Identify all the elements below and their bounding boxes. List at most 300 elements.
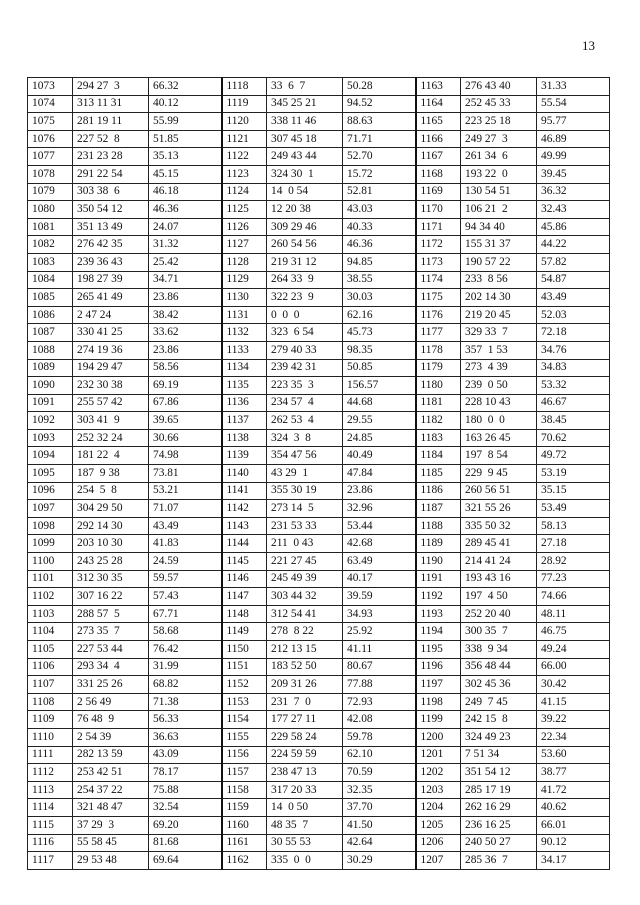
point-number-cell: 1083 [28,253,73,271]
point-number-cell: 1136 [222,394,267,412]
distance-cell: 78.17 [149,764,222,782]
point-number-cell: 1167 [416,148,461,166]
table-row [28,324,610,342]
point-number-cell: 1202 [416,764,461,782]
distance-cell: 52.81 [343,183,416,201]
point-number-cell: 1110 [28,728,73,746]
bearing-cell: 231 23 28 [73,148,149,166]
bearing-cell: 238 47 13 [267,764,343,782]
distance-cell: 30.29 [343,852,416,870]
table-row [28,306,610,324]
point-number-cell: 1153 [222,693,267,711]
bearing-cell: 260 56 51 [461,482,537,500]
point-number-cell: 1205 [416,816,461,834]
point-number-cell: 1192 [416,588,461,606]
distance-cell: 53.19 [537,465,610,483]
distance-cell: 34.83 [537,359,610,377]
distance-cell: 53.44 [343,517,416,535]
distance-cell: 46.89 [537,130,610,148]
point-number-cell: 1134 [222,359,267,377]
distance-cell: 69.64 [149,852,222,870]
bearing-cell: 252 20 40 [461,605,537,623]
distance-cell: 51.85 [149,130,222,148]
distance-cell: 73.81 [149,465,222,483]
point-number-cell: 1094 [28,447,73,465]
point-number-cell: 1098 [28,517,73,535]
point-number-cell: 1170 [416,201,461,219]
distance-cell: 56.33 [149,711,222,729]
bearing-cell: 300 35 7 [461,623,537,641]
bearing-cell: 202 14 30 [461,289,537,307]
point-number-cell: 1178 [416,341,461,359]
bearing-cell: 209 31 26 [267,676,343,694]
point-number-cell: 1203 [416,781,461,799]
point-number-cell: 1111 [28,746,73,764]
bearing-cell: 252 45 33 [461,95,537,113]
table-row [28,95,610,113]
bearing-cell: 313 11 31 [73,95,149,113]
bearing-cell: 236 16 25 [461,816,537,834]
bearing-cell: 304 29 50 [73,500,149,518]
distance-cell: 23.86 [343,482,416,500]
table-row [28,535,610,553]
point-number-cell: 1107 [28,676,73,694]
bearing-cell: 183 52 50 [267,658,343,676]
distance-cell: 57.43 [149,588,222,606]
point-number-cell: 1187 [416,500,461,518]
point-number-cell: 1116 [28,834,73,852]
point-number-cell: 1122 [222,148,267,166]
bearing-cell: 249 27 3 [461,130,537,148]
distance-cell: 39.45 [537,165,610,183]
bearing-cell: 281 19 11 [73,113,149,131]
point-number-cell: 1073 [28,78,73,96]
distance-cell: 67.71 [149,605,222,623]
bearing-cell: 239 36 43 [73,253,149,271]
bearing-cell: 106 21 2 [461,201,537,219]
distance-cell: 62.10 [343,746,416,764]
bearing-cell: 253 42 51 [73,764,149,782]
bearing-cell: 288 57 5 [73,605,149,623]
bearing-cell: 223 35 3 [267,377,343,395]
bearing-cell: 223 25 18 [461,113,537,131]
point-number-cell: 1163 [416,78,461,96]
table-row [28,236,610,254]
distance-cell: 81.68 [149,834,222,852]
distance-cell: 35.13 [149,148,222,166]
point-number-cell: 1152 [222,676,267,694]
bearing-cell: 312 54 41 [267,605,343,623]
point-number-cell: 1129 [222,271,267,289]
bearing-cell: 197 4 50 [461,588,537,606]
distance-cell: 30.03 [343,289,416,307]
distance-cell: 66.00 [537,658,610,676]
table-row [28,781,610,799]
bearing-cell: 227 52 8 [73,130,149,148]
bearing-cell: 278 8 22 [267,623,343,641]
distance-cell: 88.63 [343,113,416,131]
distance-cell: 40.62 [537,799,610,817]
distance-cell: 30.66 [149,429,222,447]
point-number-cell: 1181 [416,394,461,412]
point-number-cell: 1125 [222,201,267,219]
point-number-cell: 1080 [28,201,73,219]
point-number-cell: 1176 [416,306,461,324]
distance-cell: 46.36 [343,236,416,254]
bearing-cell: 224 59 59 [267,746,343,764]
bearing-cell: 351 54 12 [461,764,537,782]
point-number-cell: 1168 [416,165,461,183]
point-number-cell: 1166 [416,130,461,148]
point-number-cell: 1207 [416,852,461,870]
distance-cell: 45.86 [537,218,610,236]
bearing-cell: 229 58 24 [267,728,343,746]
bearing-cell: 355 30 19 [267,482,343,500]
distance-cell: 55.54 [537,95,610,113]
point-number-cell: 1097 [28,500,73,518]
bearing-cell: 338 9 34 [461,641,537,659]
distance-cell: 30.42 [537,676,610,694]
distance-cell: 98.35 [343,341,416,359]
bearing-cell: 30 55 53 [267,834,343,852]
distance-cell: 36.63 [149,728,222,746]
point-number-cell: 1157 [222,764,267,782]
bearing-cell: 197 8 54 [461,447,537,465]
point-number-cell: 1201 [416,746,461,764]
bearing-cell: 285 36 7 [461,852,537,870]
point-number-cell: 1075 [28,113,73,131]
distance-cell: 95.77 [537,113,610,131]
distance-cell: 52.70 [343,148,416,166]
point-number-cell: 1190 [416,553,461,571]
distance-cell: 90.12 [537,834,610,852]
bearing-cell: 2 47 24 [73,306,149,324]
distance-cell: 52.03 [537,306,610,324]
point-number-cell: 1074 [28,95,73,113]
distance-cell: 27.18 [537,535,610,553]
distance-cell: 46.67 [537,394,610,412]
point-number-cell: 1142 [222,500,267,518]
table-row [28,253,610,271]
bearing-cell: 181 22 4 [73,447,149,465]
distance-cell: 58.13 [537,517,610,535]
bearing-cell: 350 54 12 [73,201,149,219]
distance-cell: 38.42 [149,306,222,324]
bearing-cell: 37 29 3 [73,816,149,834]
bearing-cell: 289 45 41 [461,535,537,553]
point-number-cell: 1101 [28,570,73,588]
distance-cell: 46.36 [149,201,222,219]
table-row [28,570,610,588]
bearing-cell: 321 48 47 [73,799,149,817]
point-number-cell: 1164 [416,95,461,113]
bearing-cell: 239 0 50 [461,377,537,395]
bearing-cell: 262 16 29 [461,799,537,817]
distance-cell: 58.68 [149,623,222,641]
distance-cell: 34.71 [149,271,222,289]
distance-cell: 70.59 [343,764,416,782]
point-number-cell: 1082 [28,236,73,254]
bearing-cell: 187 9 38 [73,465,149,483]
bearing-cell: 228 10 43 [461,394,537,412]
distance-cell: 71.07 [149,500,222,518]
distance-cell: 32.35 [343,781,416,799]
bearing-cell: 276 42 35 [73,236,149,254]
point-number-cell: 1197 [416,676,461,694]
distance-cell: 31.33 [537,78,610,96]
table-body [28,78,610,870]
bearing-cell: 219 31 12 [267,253,343,271]
bearing-cell: 76 48 9 [73,711,149,729]
distance-cell: 50.85 [343,359,416,377]
point-number-cell: 1085 [28,289,73,307]
bearing-cell: 324 3 8 [267,429,343,447]
point-number-cell: 1091 [28,394,73,412]
table-row [28,517,610,535]
bearing-cell: 214 41 24 [461,553,537,571]
distance-cell: 66.32 [149,78,222,96]
distance-cell: 24.59 [149,553,222,571]
point-number-cell: 1199 [416,711,461,729]
bearing-cell: 198 27 39 [73,271,149,289]
bearing-cell: 338 11 46 [267,113,343,131]
bearing-cell: 219 20 45 [461,306,537,324]
bearing-cell: 221 27 45 [267,553,343,571]
bearing-cell: 194 29 47 [73,359,149,377]
distance-cell: 40.17 [343,570,416,588]
distance-cell: 31.99 [149,658,222,676]
table-row [28,465,610,483]
survey-table [27,77,610,870]
bearing-cell: 255 57 42 [73,394,149,412]
bearing-cell: 324 49 23 [461,728,537,746]
table-row [28,588,610,606]
table-row [28,799,610,817]
point-number-cell: 1115 [28,816,73,834]
bearing-cell: 291 22 54 [73,165,149,183]
table-row [28,183,610,201]
bearing-cell: 249 7 45 [461,693,537,711]
bearing-cell: 351 13 49 [73,218,149,236]
distance-cell: 53.49 [537,500,610,518]
bearing-cell: 302 45 36 [461,676,537,694]
distance-cell: 24.07 [149,218,222,236]
distance-cell: 42.08 [343,711,416,729]
bearing-cell: 190 57 22 [461,253,537,271]
distance-cell: 39.65 [149,412,222,430]
bearing-cell: 0 0 0 [267,306,343,324]
distance-cell: 40.33 [343,218,416,236]
point-number-cell: 1184 [416,447,461,465]
distance-cell: 34.93 [343,605,416,623]
table-row [28,553,610,571]
distance-cell: 49.72 [537,447,610,465]
distance-cell: 31.32 [149,236,222,254]
point-number-cell: 1109 [28,711,73,729]
bearing-cell: 254 5 8 [73,482,149,500]
point-number-cell: 1113 [28,781,73,799]
distance-cell: 35.15 [537,482,610,500]
point-number-cell: 1088 [28,341,73,359]
distance-cell: 32.43 [537,201,610,219]
point-number-cell: 1141 [222,482,267,500]
distance-cell: 50.28 [343,78,416,96]
point-number-cell: 1147 [222,588,267,606]
distance-cell: 49.99 [537,148,610,166]
point-number-cell: 1149 [222,623,267,641]
bearing-cell: 262 53 4 [267,412,343,430]
point-number-cell: 1144 [222,535,267,553]
point-number-cell: 1135 [222,377,267,395]
table-row [28,78,610,96]
table-row [28,165,610,183]
point-number-cell: 1090 [28,377,73,395]
point-number-cell: 1189 [416,535,461,553]
point-number-cell: 1123 [222,165,267,183]
distance-cell: 53.60 [537,746,610,764]
distance-cell: 25.92 [343,623,416,641]
distance-cell: 42.68 [343,535,416,553]
bearing-cell: 294 27 3 [73,78,149,96]
point-number-cell: 1132 [222,324,267,342]
table-row [28,500,610,518]
distance-cell: 34.17 [537,852,610,870]
distance-cell: 69.19 [149,377,222,395]
bearing-cell: 264 33 9 [267,271,343,289]
point-number-cell: 1155 [222,728,267,746]
bearing-cell: 177 27 11 [267,711,343,729]
distance-cell: 53.21 [149,482,222,500]
table-row [28,693,610,711]
table-row [28,746,610,764]
bearing-cell: 55 58 45 [73,834,149,852]
bearing-cell: 12 20 38 [267,201,343,219]
point-number-cell: 1175 [416,289,461,307]
point-number-cell: 1095 [28,465,73,483]
bearing-cell: 249 43 44 [267,148,343,166]
point-number-cell: 1118 [222,78,267,96]
distance-cell: 33.62 [149,324,222,342]
point-number-cell: 1171 [416,218,461,236]
point-number-cell: 1196 [416,658,461,676]
distance-cell: 71.38 [149,693,222,711]
point-number-cell: 1120 [222,113,267,131]
distance-cell: 53.32 [537,377,610,395]
point-number-cell: 1143 [222,517,267,535]
distance-cell: 54.87 [537,271,610,289]
distance-cell: 39.59 [343,588,416,606]
point-number-cell: 1165 [416,113,461,131]
distance-cell: 46.18 [149,183,222,201]
distance-cell: 23.86 [149,289,222,307]
bearing-cell: 231 53 33 [267,517,343,535]
distance-cell: 43.09 [149,746,222,764]
point-number-cell: 1100 [28,553,73,571]
bearing-cell: 203 10 30 [73,535,149,553]
table-row [28,711,610,729]
bearing-cell: 335 50 32 [461,517,537,535]
bearing-cell: 227 53 44 [73,641,149,659]
bearing-cell: 303 38 6 [73,183,149,201]
bearing-cell: 239 42 31 [267,359,343,377]
table-row [28,289,610,307]
bearing-cell: 354 47 56 [267,447,343,465]
point-number-cell: 1154 [222,711,267,729]
distance-cell: 48.11 [537,605,610,623]
distance-cell: 39.22 [537,711,610,729]
point-number-cell: 1121 [222,130,267,148]
bearing-cell: 232 30 38 [73,377,149,395]
distance-cell: 74.98 [149,447,222,465]
distance-cell: 72.93 [343,693,416,711]
point-number-cell: 1161 [222,834,267,852]
distance-cell: 76.42 [149,641,222,659]
distance-cell: 15.72 [343,165,416,183]
distance-cell: 41.72 [537,781,610,799]
table-row [28,201,610,219]
point-number-cell: 1183 [416,429,461,447]
distance-cell: 41.11 [343,641,416,659]
bearing-cell: 245 49 39 [267,570,343,588]
bearing-cell: 330 41 25 [73,324,149,342]
point-number-cell: 1191 [416,570,461,588]
bearing-cell: 212 13 15 [267,641,343,659]
table-row [28,148,610,166]
table-row [28,605,610,623]
distance-cell: 46.75 [537,623,610,641]
distance-cell: 44.68 [343,394,416,412]
bearing-cell: 329 33 7 [461,324,537,342]
point-number-cell: 1160 [222,816,267,834]
bearing-cell: 14 0 50 [267,799,343,817]
bearing-cell: 356 48 44 [461,658,537,676]
point-number-cell: 1117 [28,852,73,870]
point-number-cell: 1156 [222,746,267,764]
point-number-cell: 1096 [28,482,73,500]
bearing-cell: 307 45 18 [267,130,343,148]
point-number-cell: 1104 [28,623,73,641]
bearing-cell: 193 43 16 [461,570,537,588]
bearing-cell: 331 25 26 [73,676,149,694]
point-number-cell: 1077 [28,148,73,166]
point-number-cell: 1179 [416,359,461,377]
table-row [28,359,610,377]
distance-cell: 32.96 [343,500,416,518]
distance-cell: 40.12 [149,95,222,113]
distance-cell: 67.86 [149,394,222,412]
table-row [28,271,610,289]
distance-cell: 38.77 [537,764,610,782]
point-number-cell: 1130 [222,289,267,307]
bearing-cell: 357 1 53 [461,341,537,359]
distance-cell: 43.49 [537,289,610,307]
bearing-cell: 2 56 49 [73,693,149,711]
point-number-cell: 1150 [222,641,267,659]
distance-cell: 63.49 [343,553,416,571]
point-number-cell: 1131 [222,306,267,324]
point-number-cell: 1081 [28,218,73,236]
bearing-cell: 254 37 22 [73,781,149,799]
point-number-cell: 1124 [222,183,267,201]
point-number-cell: 1158 [222,781,267,799]
table-row [28,394,610,412]
table-row [28,130,610,148]
bearing-cell: 14 0 54 [267,183,343,201]
point-number-cell: 1185 [416,465,461,483]
distance-cell: 59.78 [343,728,416,746]
bearing-cell: 274 19 36 [73,341,149,359]
point-number-cell: 1186 [416,482,461,500]
